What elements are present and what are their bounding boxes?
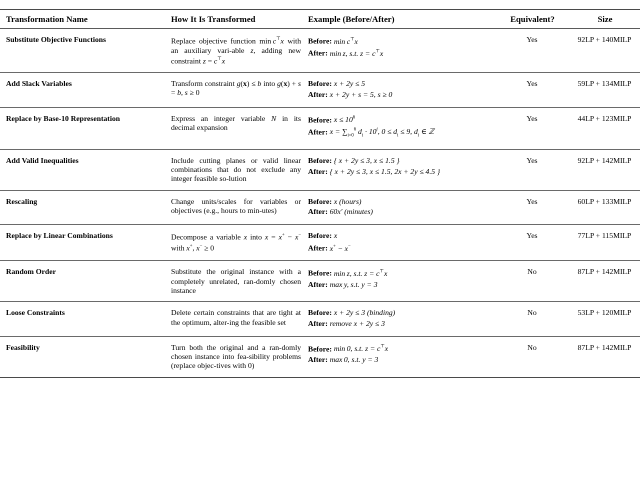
how-transformed-cell: Express an integer variable N in its decimal expansion bbox=[168, 107, 305, 149]
before-expression: x + 2y ≤ 5 bbox=[333, 78, 366, 88]
how-transformed-cell: Change units/scales for variables or objectives (e.g., hours to min-utes) bbox=[168, 190, 305, 225]
size-cell: 92LP + 142MILP bbox=[570, 149, 640, 190]
after-expression: max y, s.t. y = 3 bbox=[329, 279, 378, 289]
before-label: Before: bbox=[308, 344, 332, 354]
after-expression: { x + 2y ≤ 3, x ≤ 1.5, 2x + 2y ≤ 4.5 } bbox=[329, 166, 440, 176]
example-before bbox=[308, 197, 491, 206]
example-after bbox=[308, 90, 491, 99]
before-expression: $x \le 10^6$ bbox=[333, 115, 356, 125]
example-after bbox=[308, 280, 491, 289]
example-before bbox=[308, 343, 491, 354]
example-cell bbox=[305, 107, 495, 149]
example-before bbox=[308, 267, 491, 278]
equivalent-cell: Yes bbox=[495, 107, 570, 149]
before-label: Before: bbox=[308, 115, 332, 125]
table-row bbox=[0, 225, 640, 261]
before-label: Before: bbox=[308, 155, 332, 165]
column-header-transformation-name: Transformation Name bbox=[6, 14, 88, 24]
after-label: After: bbox=[308, 166, 328, 176]
after-expression: remove x + 2y ≤ 3 bbox=[329, 319, 385, 329]
example-before bbox=[308, 114, 491, 125]
example-before bbox=[308, 35, 491, 46]
before-label: Before: bbox=[308, 78, 332, 88]
equivalent-cell: Yes bbox=[495, 29, 570, 73]
table-row bbox=[0, 107, 640, 149]
equivalent-cell: Yes bbox=[495, 225, 570, 261]
transformation-name-cell: Loose Constraints bbox=[0, 302, 168, 337]
after-expression: x+ − x− bbox=[329, 243, 351, 253]
caption-text bbox=[0, 0, 640, 2]
size-cell: 59LP + 134MILP bbox=[570, 72, 640, 107]
transformation-name-cell: Substitute Objective Functions bbox=[0, 29, 168, 73]
size-cell: 87LP + 142MILP bbox=[570, 261, 640, 302]
how-transformed-cell: Delete certain constraints that are tight at the optimum, alter-ing the feasible set bbox=[168, 302, 305, 337]
size-cell: 53LP + 120MILP bbox=[570, 302, 640, 337]
transformation-name-cell: Rescaling bbox=[0, 190, 168, 225]
example-before bbox=[308, 308, 491, 317]
example-before bbox=[308, 156, 491, 165]
transformation-name-cell: Add Valid Inequalities bbox=[0, 149, 168, 190]
table-row bbox=[0, 149, 640, 190]
table-body bbox=[0, 29, 640, 378]
size-cell: 60LP + 133MILP bbox=[570, 190, 640, 225]
after-label: After: bbox=[308, 279, 328, 289]
example-after bbox=[308, 207, 491, 216]
table-row bbox=[0, 302, 640, 337]
example-after bbox=[308, 126, 491, 141]
header-row bbox=[0, 10, 640, 29]
transformation-name-cell: Random Order bbox=[0, 261, 168, 302]
how-transformed-cell: Replace objective function min c⊤x with an auxiliary vari-able z, adding new constraint z = c⊤x bbox=[168, 29, 305, 73]
after-label: After: bbox=[308, 319, 328, 329]
after-expression: 60x′ (minutes) bbox=[329, 207, 373, 217]
transformations-table bbox=[0, 9, 640, 378]
before-expression: min c⊤x bbox=[333, 36, 358, 46]
after-label: After: bbox=[308, 207, 328, 217]
transformation-name-cell: Replace by Base-10 Representation bbox=[0, 107, 168, 149]
size-cell: 87LP + 142MILP bbox=[570, 336, 640, 377]
table-row bbox=[0, 336, 640, 377]
equivalent-cell: Yes bbox=[495, 190, 570, 225]
example-cell bbox=[305, 261, 495, 302]
size-cell: 92LP + 140MILP bbox=[570, 29, 640, 73]
after-expression: min z, s.t. z = c⊤x bbox=[329, 48, 384, 58]
before-label: Before: bbox=[308, 36, 332, 46]
column-header-how-it-is-transformed: How It Is Transformed bbox=[171, 14, 256, 24]
how-transformed-cell: Transform constraint g(x) ≤ b into g(x) + s = b, s ≥ 0 bbox=[168, 72, 305, 107]
before-label: Before: bbox=[308, 231, 332, 241]
after-label: After: bbox=[308, 48, 328, 58]
before-expression: { x + 2y ≤ 3, x ≤ 1.5 } bbox=[333, 155, 400, 165]
column-header-equivalent: Equivalent? bbox=[510, 14, 555, 24]
after-label: After: bbox=[308, 355, 328, 365]
after-label: After: bbox=[308, 243, 328, 253]
example-after bbox=[308, 355, 491, 364]
equivalent-cell: Yes bbox=[495, 72, 570, 107]
how-transformed-cell: Turn both the original and a ran-domly chosen instance into fea-sibility problems (replace objec-tives with 0) bbox=[168, 336, 305, 377]
example-cell bbox=[305, 225, 495, 261]
how-transformed-cell: Substitute the original instance with a completely unrelated, ran-domly chosen instance bbox=[168, 261, 305, 302]
how-transformed-cell: Include cutting planes or valid linear combinations that do not exclude any integer feasible so-lution bbox=[168, 149, 305, 190]
before-expression: x (hours) bbox=[333, 196, 362, 206]
equivalent-cell: Yes bbox=[495, 149, 570, 190]
table-row bbox=[0, 29, 640, 73]
table-row bbox=[0, 261, 640, 302]
example-cell bbox=[305, 29, 495, 73]
transformation-name-cell: Replace by Linear Combinations bbox=[0, 225, 168, 261]
example-after bbox=[308, 242, 491, 253]
before-expression: x + 2y ≤ 3 (binding) bbox=[333, 308, 396, 318]
column-header-example: Example (Before/After) bbox=[308, 14, 395, 24]
before-expression: x bbox=[333, 231, 338, 241]
example-cell bbox=[305, 149, 495, 190]
equivalent-cell: No bbox=[495, 261, 570, 302]
after-expression: max 0, s.t. y = 3 bbox=[329, 355, 379, 365]
after-label: After: bbox=[308, 127, 328, 137]
example-cell bbox=[305, 302, 495, 337]
after-expression: $x = \sum_{i=0}^6$ $d_i \cdot 10^i$, $0 \le d_i \le 9$, $d_i$ ∈ ℤ bbox=[329, 127, 435, 139]
table-header bbox=[0, 10, 640, 29]
example-cell bbox=[305, 336, 495, 377]
size-cell: 77LP + 115MILP bbox=[570, 225, 640, 261]
table-row bbox=[0, 72, 640, 107]
equivalent-cell: No bbox=[495, 336, 570, 377]
before-expression: min 0, s.t. z = c⊤x bbox=[333, 344, 389, 354]
before-label: Before: bbox=[308, 268, 332, 278]
transformation-name-cell: Add Slack Variables bbox=[0, 72, 168, 107]
transformation-name-cell: Feasibility bbox=[0, 336, 168, 377]
size-cell: 44LP + 123MILP bbox=[570, 107, 640, 149]
example-cell bbox=[305, 190, 495, 225]
before-expression: min z, s.t. z = c⊤x bbox=[333, 268, 388, 278]
after-label: After: bbox=[308, 89, 328, 99]
example-after bbox=[308, 319, 491, 328]
how-transformed-cell: Decompose a variable x into x = x+ − x− with x+, x− ≥ 0 bbox=[168, 225, 305, 261]
equivalent-cell: No bbox=[495, 302, 570, 337]
before-label: Before: bbox=[308, 196, 332, 206]
after-expression: x + 2y + s = 5, s ≥ 0 bbox=[329, 89, 393, 99]
column-header-size: Size bbox=[597, 14, 613, 24]
table-row bbox=[0, 190, 640, 225]
example-before bbox=[308, 79, 491, 88]
before-label: Before: bbox=[308, 308, 332, 318]
caption-sliver bbox=[0, 0, 640, 8]
example-before bbox=[308, 231, 491, 240]
example-after bbox=[308, 167, 491, 176]
example-after bbox=[308, 47, 491, 58]
example-cell bbox=[305, 72, 495, 107]
